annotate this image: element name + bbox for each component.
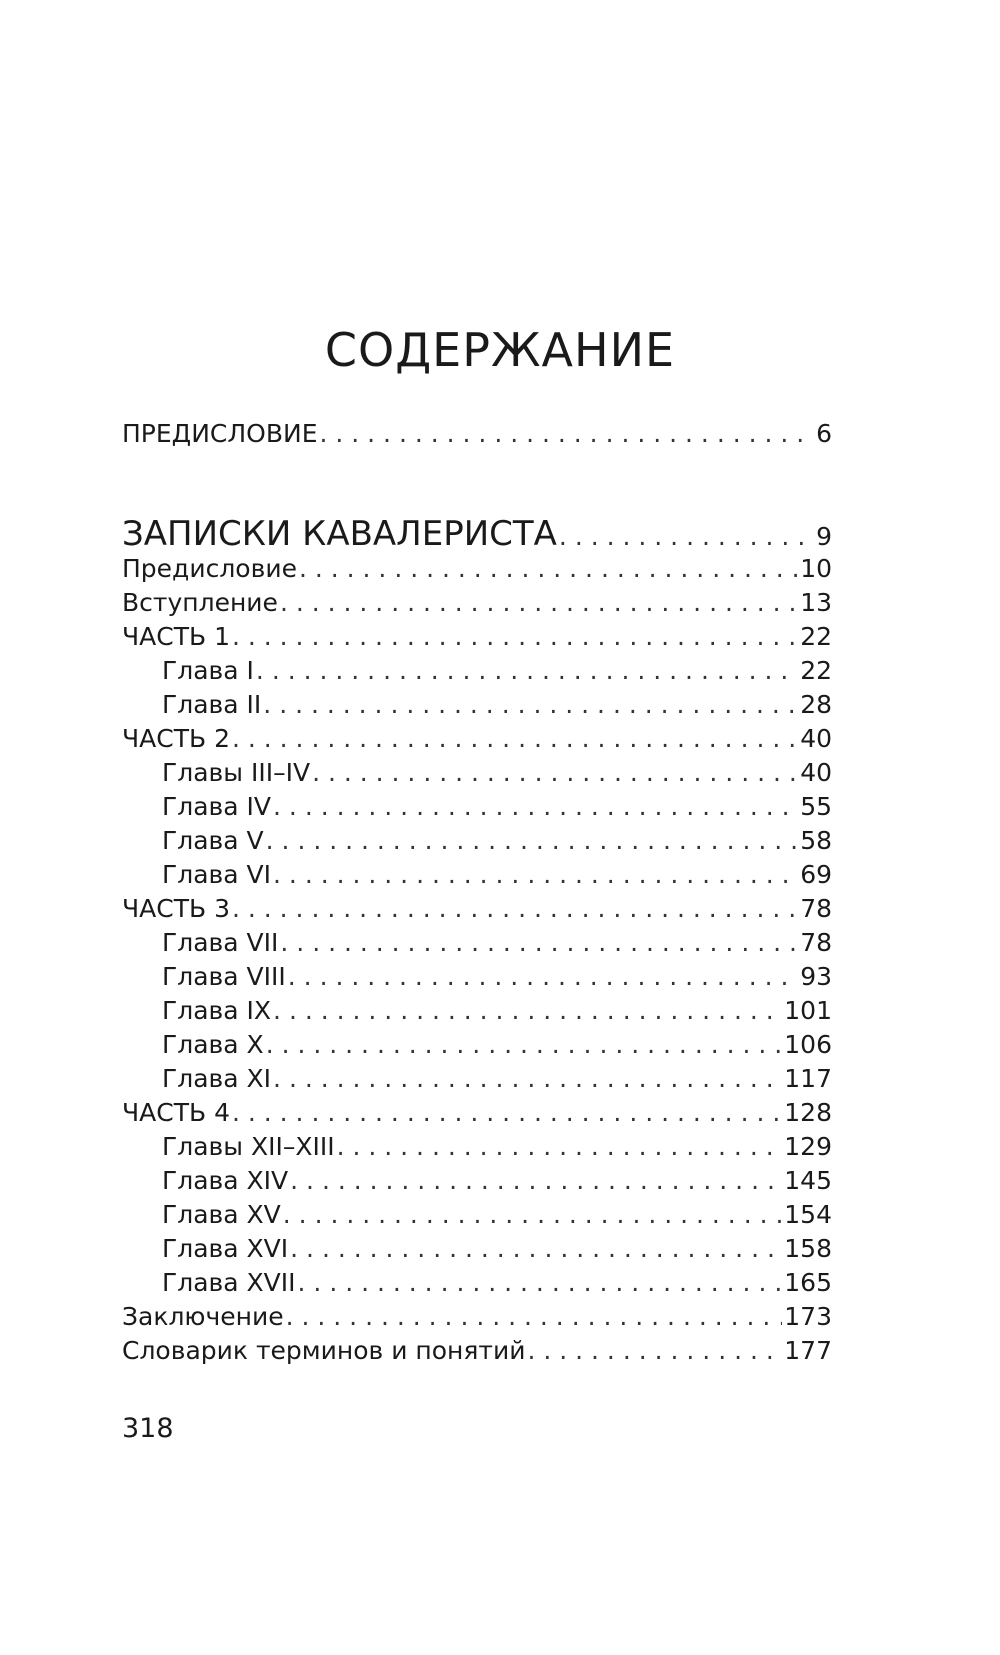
- toc-entry-label: Глава VII: [162, 928, 279, 957]
- toc-entry-page: 154: [784, 1200, 832, 1229]
- page-number: 318: [122, 1413, 174, 1444]
- toc-section-page: 9: [816, 522, 832, 551]
- toc-entry-page: 40: [800, 758, 832, 787]
- toc-entry[interactable]: [122, 1164, 832, 1198]
- dot-leader: [232, 722, 798, 756]
- toc-entry-page: 55: [800, 792, 832, 821]
- dot-leader: [232, 892, 798, 926]
- toc-entry[interactable]: [122, 688, 832, 722]
- toc-entry-label: Глава VIII: [162, 962, 286, 991]
- toc-entry[interactable]: [122, 552, 832, 586]
- toc-entry[interactable]: [122, 1096, 832, 1130]
- toc-entry-page: 173: [784, 1302, 832, 1331]
- toc-entry-page: 129: [784, 1132, 832, 1161]
- toc-entry[interactable]: [122, 960, 832, 994]
- toc-entry-label: ЧАСТЬ 1: [122, 622, 230, 651]
- toc-entry-label: Вступление: [122, 588, 278, 617]
- toc-entry-page: 13: [800, 588, 832, 617]
- toc-entry-page: 117: [784, 1064, 832, 1093]
- dot-leader: [232, 620, 798, 654]
- dot-leader: [527, 1334, 782, 1368]
- toc-entry[interactable]: [122, 824, 832, 858]
- toc-entry[interactable]: [122, 926, 832, 960]
- toc-entry[interactable]: [122, 858, 832, 892]
- toc-entry-page: 93: [800, 962, 832, 991]
- toc-entry-label: ЧАСТЬ 4: [122, 1098, 230, 1127]
- toc-entry[interactable]: [122, 654, 832, 688]
- dot-leader: [273, 1062, 782, 1096]
- toc-preface-block: [122, 417, 832, 451]
- toc-entry[interactable]: [122, 1062, 832, 1096]
- toc-entry-page: 6: [816, 419, 832, 448]
- dot-leader: [280, 926, 798, 960]
- toc-entry[interactable]: [122, 1334, 832, 1368]
- toc-entry-page: 158: [784, 1234, 832, 1263]
- toc-entry-page: 78: [800, 928, 832, 957]
- dot-leader: [290, 1232, 782, 1266]
- toc-entry-label: Глава XVII: [162, 1268, 296, 1297]
- toc-entry[interactable]: [122, 994, 832, 1028]
- dot-leader: [290, 1164, 782, 1198]
- toc-entry-preface[interactable]: [122, 417, 832, 451]
- toc-entry[interactable]: [122, 1028, 832, 1062]
- dot-leader: [312, 756, 798, 790]
- toc-entry-label: Глава VI: [162, 860, 272, 889]
- toc-entry-page: 106: [784, 1030, 832, 1059]
- toc-entry-label: Заключение: [122, 1302, 284, 1331]
- toc-entry-page: 28: [800, 690, 832, 719]
- page-title: СОДЕРЖАНИЕ: [324, 323, 676, 377]
- toc-entry-page: 177: [784, 1336, 832, 1365]
- toc-entry-page: 69: [800, 860, 832, 889]
- toc-entry-page: 22: [800, 622, 832, 651]
- dot-leader: [266, 1028, 783, 1062]
- dot-leader: [288, 960, 798, 994]
- toc-entry-label: Глава V: [162, 826, 264, 855]
- toc-entry-page: 40: [800, 724, 832, 753]
- dot-leader: [299, 552, 798, 586]
- toc-entry[interactable]: [122, 1130, 832, 1164]
- toc-entry-page: 78: [800, 894, 832, 923]
- toc-entry[interactable]: [122, 892, 832, 926]
- toc-entry[interactable]: [122, 1300, 832, 1334]
- toc-entry-label: Предисловие: [122, 554, 297, 583]
- toc-entry-page: 101: [784, 996, 832, 1025]
- toc-entry-page: 22: [800, 656, 832, 685]
- toc-entry-label: Глава XV: [162, 1200, 281, 1229]
- toc-entry[interactable]: [122, 1198, 832, 1232]
- dot-leader: [298, 1266, 783, 1300]
- dot-leader: [273, 790, 798, 824]
- toc-entry-label: Глава I: [162, 656, 254, 685]
- dot-leader: [273, 994, 782, 1028]
- dot-leader: [286, 1300, 783, 1334]
- toc-section-label: ЗАПИСКИ КАВАЛЕРИСТА: [122, 514, 557, 554]
- toc-entry-label: Глава XIV: [162, 1166, 289, 1195]
- toc-entry-page: 58: [800, 826, 832, 855]
- toc-entry-label: ПРЕДИСЛОВИЕ: [122, 419, 318, 448]
- dot-leader: [232, 1096, 782, 1130]
- toc-entry[interactable]: [122, 790, 832, 824]
- toc-entry-page: 128: [784, 1098, 832, 1127]
- toc-entry[interactable]: [122, 1232, 832, 1266]
- toc-entry-label: Глава IX: [162, 996, 272, 1025]
- toc-entry-label: Глава XI: [162, 1064, 272, 1093]
- toc-entry-label: ЧАСТЬ 2: [122, 724, 230, 753]
- toc-entry-label: Глава II: [162, 690, 262, 719]
- toc-entry-page: 10: [800, 554, 832, 583]
- dot-leader: [273, 858, 798, 892]
- dot-leader: [283, 1198, 783, 1232]
- toc-section-block: [122, 512, 832, 556]
- toc-entry-page: 165: [784, 1268, 832, 1297]
- toc-entry[interactable]: [122, 1266, 832, 1300]
- toc-section-heading[interactable]: [122, 512, 832, 556]
- toc-entry-page: 145: [784, 1166, 832, 1195]
- dot-leader: [337, 1130, 783, 1164]
- dot-leader: [559, 515, 814, 556]
- toc-entry-label: Главы XII–XIII: [162, 1132, 335, 1161]
- toc-entry-label: ЧАСТЬ 3: [122, 894, 230, 923]
- toc-entry-label: Словарик терминов и понятий: [122, 1336, 526, 1365]
- dot-leader: [256, 654, 798, 688]
- dot-leader: [319, 417, 814, 451]
- toc-entry-label: Глава IV: [162, 792, 272, 821]
- dot-leader: [266, 824, 799, 858]
- toc-entry-label: Глава X: [162, 1030, 264, 1059]
- toc-entry-label: Главы III–IV: [162, 758, 311, 787]
- dot-leader: [263, 688, 798, 722]
- toc-entry[interactable]: [122, 620, 832, 654]
- toc-entry[interactable]: [122, 586, 832, 620]
- toc-entry-label: Глава XVI: [162, 1234, 289, 1263]
- dot-leader: [280, 586, 798, 620]
- toc-entry[interactable]: [122, 722, 832, 756]
- toc-entry[interactable]: [122, 756, 832, 790]
- toc-list: [122, 552, 832, 1368]
